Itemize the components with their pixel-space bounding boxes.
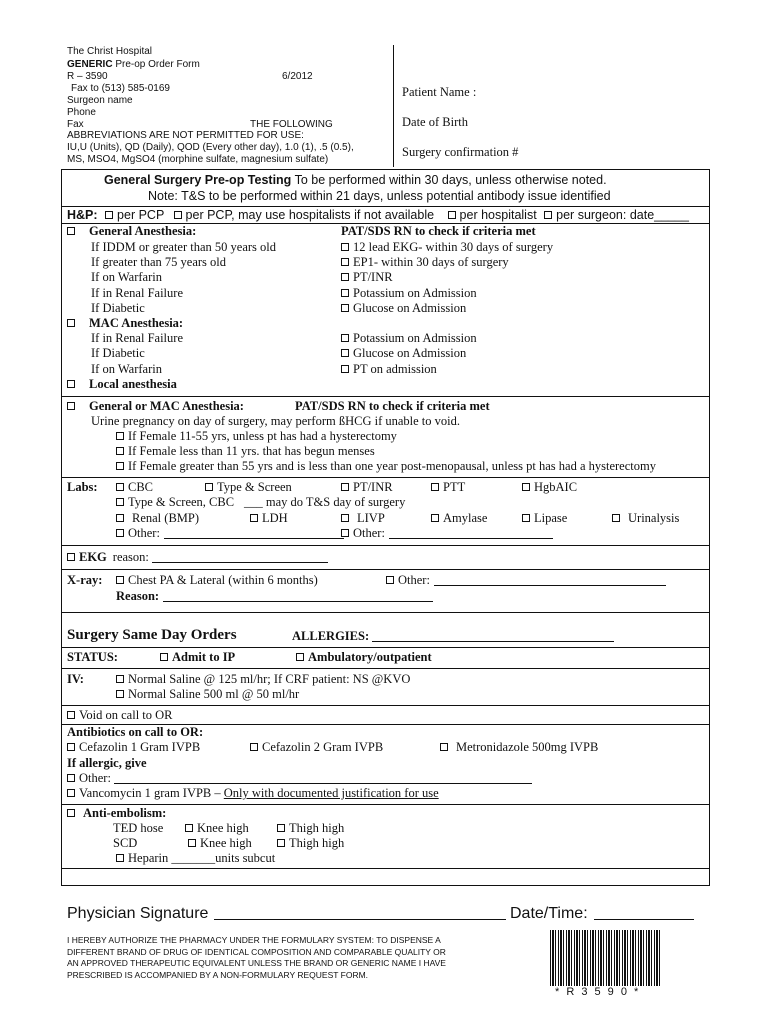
- form-title-bold: GENERIC: [67, 59, 113, 70]
- ekg-reason-label: reason:: [112, 550, 149, 564]
- divider: [61, 647, 709, 648]
- allergies-label: ALLERGIES:: [292, 629, 370, 643]
- signature-field[interactable]: [214, 905, 506, 920]
- labs-other-1-checkbox[interactable]: [116, 529, 124, 537]
- ted-thigh-checkbox[interactable]: [277, 824, 285, 832]
- divider: [61, 868, 709, 869]
- ep1-row: [341, 255, 509, 270]
- form-title-rest: Pre-op Order Form: [112, 59, 200, 70]
- hp-hospitalist-checkbox[interactable]: [448, 211, 456, 219]
- lipase-checkbox[interactable]: [522, 514, 530, 522]
- ted-label: TED hose: [113, 821, 164, 835]
- cef1-label: Cefazolin 1 Gram IVPB: [79, 740, 201, 754]
- ptinr-label: PT/INR: [353, 270, 393, 284]
- iv1-row: [116, 672, 410, 687]
- chest-xray-row: [116, 573, 318, 588]
- renal-bmp-row: [116, 511, 199, 526]
- metro-label: Metronidazole 500mg IVPB: [456, 740, 599, 754]
- auth-line-4: PRESCRIBED IS ACCOMPANIED BY A NON-FORMULARY REQUEST FORM.: [67, 969, 369, 980]
- xray-label: X-ray:: [67, 573, 103, 587]
- mac-anesthesia-checkbox[interactable]: [67, 319, 75, 327]
- female-1-checkbox[interactable]: [116, 432, 124, 440]
- cef2-label: Cefazolin 2 Gram IVPB: [262, 740, 384, 754]
- ptt-row: [431, 480, 465, 495]
- over75-text: If greater than 75 years old: [91, 255, 227, 269]
- ts-cbc-row: [116, 495, 234, 510]
- female-2-label: If Female less than 11 yrs. that has begun menses: [128, 444, 375, 458]
- lipase-label: Lipase: [534, 511, 568, 525]
- xray-reason-field[interactable]: [163, 589, 433, 602]
- same-day-title: Surgery Same Day Orders: [67, 627, 237, 643]
- ep1-checkbox[interactable]: [341, 258, 349, 266]
- hp-pcp-hospitalist-checkbox[interactable]: [174, 211, 182, 219]
- general-anesthesia-label: General Anesthesia:: [89, 224, 197, 238]
- iv2-label: Normal Saline 500 ml @ 50 ml/hr: [128, 687, 300, 701]
- antibiotics-title: Antibiotics on call to OR:: [67, 725, 204, 739]
- embolism-checkbox[interactable]: [67, 809, 75, 817]
- hp-surgeon-label: per surgeon: date_____: [556, 208, 689, 222]
- phone-label: Phone: [67, 107, 96, 118]
- antibiotic-other-label: Other:: [79, 771, 111, 785]
- scd-thigh-label: Thigh high: [289, 836, 345, 850]
- ptt-checkbox[interactable]: [431, 483, 439, 491]
- female-2-row: [116, 444, 375, 459]
- labs-other-1-field[interactable]: [164, 526, 344, 539]
- ted-knee-row: [185, 821, 249, 836]
- glucose-checkbox[interactable]: [341, 304, 349, 312]
- signature-row: [67, 905, 506, 923]
- mac-renal-text: If in Renal Failure: [91, 331, 183, 345]
- ldh-checkbox[interactable]: [250, 514, 258, 522]
- female-3-label: If Female greater than 55 yrs and is less than one year post-menopausal, unless pt has had a hysterectomy: [128, 459, 656, 473]
- admit-checkbox[interactable]: [160, 653, 168, 661]
- pregnancy-criteria: PAT/SDS RN to check if criteria met: [295, 399, 490, 413]
- chest-xray-checkbox[interactable]: [116, 576, 124, 584]
- ted-thigh-row: [277, 821, 344, 836]
- divider: [61, 668, 709, 669]
- xray-other-checkbox[interactable]: [386, 576, 394, 584]
- iv2-row: [116, 687, 299, 702]
- mac-potassium-label: Potassium on Admission: [353, 331, 477, 345]
- ep1-label: EP1- within 30 days of surgery: [353, 255, 509, 269]
- ptinr-checkbox[interactable]: [341, 273, 349, 281]
- void-row: [67, 708, 173, 723]
- urinalysis-row: [612, 511, 679, 526]
- cef1-row: [67, 740, 200, 755]
- local-anesthesia-row: [67, 377, 177, 392]
- mac-anesthesia-label: MAC Anesthesia:: [89, 316, 184, 330]
- female-2-checkbox[interactable]: [116, 447, 124, 455]
- vanco-label: Vancomycin 1 gram IVPB –: [79, 786, 224, 800]
- ptt-label: PTT: [443, 480, 466, 494]
- iv2-checkbox[interactable]: [116, 690, 124, 698]
- amylase-label: Amylase: [443, 511, 488, 525]
- xray-reason-label: Reason:: [116, 589, 160, 603]
- ted-knee-checkbox[interactable]: [185, 824, 193, 832]
- potassium-label: Potassium on Admission: [353, 286, 477, 300]
- renal-bmp-checkbox[interactable]: [116, 514, 124, 522]
- ts-cbc-checkbox[interactable]: [116, 498, 124, 506]
- auth-line-1: I HEREBY AUTHORIZE THE PHARMACY UNDER THE FORMULARY SYSTEM: TO DISPENSE A: [67, 935, 441, 945]
- divider: [61, 206, 709, 207]
- mac-pt-checkbox[interactable]: [341, 365, 349, 373]
- mac-glucose-label: Glucose on Admission: [353, 346, 467, 360]
- authorization-text: [67, 935, 446, 981]
- vanco-row: [67, 786, 439, 801]
- ted-thigh-label: Thigh high: [289, 821, 345, 835]
- livp-label: LIVP: [357, 511, 385, 525]
- labs-label: Labs:: [67, 480, 98, 494]
- glucose-row: [341, 301, 466, 316]
- abbrev-line-2: IU,U (Units), QD (Daily), QOD (Every other day), 1.0 (1), .5 (0.5),: [67, 142, 354, 153]
- mac-pt-row: [341, 362, 437, 377]
- iv1-checkbox[interactable]: [116, 675, 124, 683]
- livp-row: [341, 511, 385, 526]
- metro-checkbox[interactable]: [440, 743, 448, 751]
- amylase-row: [431, 511, 487, 526]
- allergies-row: [292, 629, 614, 644]
- void-label: Void on call to OR: [79, 708, 173, 722]
- antibiotic-other-field[interactable]: [114, 771, 532, 784]
- surgeon-name-label: Surgeon name: [67, 95, 133, 106]
- female-3-row: [116, 459, 656, 474]
- mac-potassium-row: [341, 331, 477, 346]
- cef1-checkbox[interactable]: [67, 743, 75, 751]
- cbc-row: [116, 480, 153, 495]
- divider: [61, 477, 709, 478]
- scd-label: SCD: [113, 836, 138, 850]
- hp-row: [67, 208, 689, 222]
- surgery-confirmation-label: Surgery confirmation #: [402, 145, 519, 159]
- cef2-checkbox[interactable]: [250, 743, 258, 751]
- admit-row: [160, 650, 235, 665]
- if-allergic: If allergic, give: [67, 756, 147, 770]
- ldh-label: LDH: [262, 511, 288, 525]
- embolism-label: Anti-embolism:: [83, 806, 167, 820]
- hp-pcp-checkbox[interactable]: [105, 211, 113, 219]
- xray-other-row: [386, 573, 666, 588]
- general-anesthesia-checkbox[interactable]: [67, 227, 75, 235]
- cef2-row: [250, 740, 383, 755]
- warfarin-text: If on Warfarin: [91, 270, 162, 284]
- labs-other-1-label: Other:: [128, 526, 160, 540]
- ptinr-row: [341, 270, 393, 285]
- labs-ptinr-label: PT/INR: [353, 480, 393, 494]
- barcode-text: * R 3 5 9 0 *: [555, 986, 641, 998]
- ts-checkbox[interactable]: [205, 483, 213, 491]
- hp-surgeon-checkbox[interactable]: [544, 211, 552, 219]
- status-label: STATUS:: [67, 650, 118, 664]
- embolism-row: [67, 806, 166, 821]
- pregnancy-row: [67, 399, 244, 414]
- metro-row: [440, 740, 598, 755]
- testing-title-bold: General Surgery Pre-op Testing: [104, 173, 292, 187]
- livp-checkbox[interactable]: [341, 514, 349, 522]
- antibiotic-other-row: [67, 771, 532, 786]
- divider: [61, 705, 709, 706]
- ekg-row: [67, 550, 328, 565]
- abbrev-line-3: MS, MSO4, MgSO4 (morphine sulfate, magnesium sulfate): [67, 154, 329, 165]
- female-1-row: [116, 429, 397, 444]
- labs-other-2-field[interactable]: [389, 526, 553, 539]
- divider: [61, 396, 709, 397]
- divider: [61, 804, 709, 805]
- vanco-justification: Only with documented justification for use: [223, 786, 439, 800]
- heparin-row: [116, 851, 275, 866]
- mac-glucose-row: [341, 346, 466, 361]
- ekg-checkbox[interactable]: [341, 243, 349, 251]
- scd-knee-label: Knee high: [200, 836, 252, 850]
- xray-other-field[interactable]: [434, 573, 666, 586]
- mac-anesthesia-row: [67, 316, 183, 331]
- local-anesthesia-label: Local anesthesia: [89, 377, 177, 391]
- auth-line-2: DIFFERENT BRAND OF DRUG OF IDENTICAL COMPOSITION AND COMPARABLE QUALITY OR: [67, 946, 446, 957]
- scd-knee-checkbox[interactable]: [188, 839, 196, 847]
- datetime-field[interactable]: [594, 905, 694, 920]
- ekg-order-label: EKG: [79, 550, 107, 564]
- datetime-label: Date/Time:: [510, 905, 588, 922]
- female-1-label: If Female 11-55 yrs, unless pt has had a hysterectomy: [128, 429, 397, 443]
- allergies-field[interactable]: [372, 629, 614, 642]
- dob-label: Date of Birth: [402, 115, 468, 129]
- mac-pt-label: PT on admission: [353, 362, 437, 376]
- urinalysis-label: Urinalysis: [628, 511, 680, 525]
- divider: [61, 569, 709, 570]
- header-divider: [393, 45, 394, 167]
- form-title: [67, 59, 200, 70]
- ted-knee-label: Knee high: [197, 821, 249, 835]
- antibiotic-other-checkbox[interactable]: [67, 774, 75, 782]
- local-anesthesia-checkbox[interactable]: [67, 380, 75, 388]
- ts-label: Type & Screen: [217, 480, 292, 494]
- testing-note: Note: T&S to be performed within 21 days, unless potential antibody issue identified: [148, 189, 611, 203]
- ambulatory-checkbox[interactable]: [296, 653, 304, 661]
- female-3-checkbox[interactable]: [116, 462, 124, 470]
- ekg-reason-field[interactable]: [152, 550, 328, 563]
- divider: [61, 545, 709, 546]
- heparin-label: Heparin _______units subcut: [128, 851, 276, 865]
- form-date: 6/2012: [282, 71, 313, 82]
- amylase-checkbox[interactable]: [431, 514, 439, 522]
- datetime-row: [510, 905, 694, 923]
- testing-title: [104, 173, 607, 187]
- labs-other-1-row: [116, 526, 344, 541]
- auth-line-3: AN APPROVED THERAPEUTIC EQUIVALENT UNLESS THE BRAND OR GENERIC NAME I HAVE: [67, 958, 446, 968]
- urinalysis-checkbox[interactable]: [612, 514, 620, 522]
- hgbaic-row: [522, 480, 577, 495]
- glucose-label: Glucose on Admission: [353, 301, 467, 315]
- void-checkbox[interactable]: [67, 711, 75, 719]
- form-code: R – 3590: [67, 71, 108, 82]
- scd-knee-row: [188, 836, 252, 851]
- labs-ptinr-checkbox[interactable]: [341, 483, 349, 491]
- potassium-row: [341, 286, 477, 301]
- pregnancy-label: General or MAC Anesthesia:: [89, 399, 244, 413]
- patient-name-label: Patient Name :: [402, 85, 477, 99]
- xray-reason-row: [116, 589, 433, 604]
- admit-label: Admit to IP: [172, 650, 236, 664]
- xray-other-label: Other:: [398, 573, 430, 587]
- barcode-image: [550, 930, 660, 986]
- abbrev-line-1: ABBREVIATIONS ARE NOT PERMITTED FOR USE:: [67, 130, 304, 141]
- mac-potassium-checkbox[interactable]: [341, 334, 349, 342]
- ekg-check-row: [341, 240, 553, 255]
- may-do-text: ___ may do T&S day of surgery: [244, 495, 406, 509]
- divider: [61, 612, 709, 613]
- iv1-label: Normal Saline @ 125 ml/hr; If CRF patient: NS @KVO: [128, 672, 411, 686]
- labs-other-2-row: [341, 526, 553, 541]
- iddm-text: If IDDM or greater than 50 years old: [91, 240, 277, 254]
- mac-warfarin-text: If on Warfarin: [91, 362, 162, 376]
- ts-row: [205, 480, 292, 495]
- ekg-order-checkbox[interactable]: [67, 553, 75, 561]
- renal-text: If in Renal Failure: [91, 286, 183, 300]
- testing-title-rest: To be performed within 30 days, unless otherwise noted.: [291, 173, 607, 187]
- hp-hospitalist-label: per hospitalist: [459, 208, 537, 222]
- hgbaic-checkbox[interactable]: [522, 483, 530, 491]
- cbc-label: CBC: [128, 480, 154, 494]
- hp-label: H&P:: [67, 208, 98, 222]
- hgbaic-label: HgbAIC: [534, 480, 578, 494]
- scd-thigh-checkbox[interactable]: [277, 839, 285, 847]
- renal-bmp-label: Renal (BMP): [132, 511, 200, 525]
- ekg-label: 12 lead EKG- within 30 days of surgery: [353, 240, 554, 254]
- vanco-checkbox[interactable]: [67, 789, 75, 797]
- heparin-checkbox[interactable]: [116, 854, 124, 862]
- fax-to: Fax to (513) 585-0169: [71, 83, 170, 94]
- urine-text: Urine pregnancy on day of surgery, may perform ßHCG if unable to void.: [91, 414, 461, 428]
- iv-label: IV:: [67, 672, 84, 686]
- labs-ptinr-row: [341, 480, 393, 495]
- ambulatory-row: [296, 650, 432, 665]
- ts-cbc-label: Type & Screen, CBC: [128, 495, 235, 509]
- fax-label: Fax: [67, 119, 84, 130]
- labs-other-2-label: Other:: [353, 526, 385, 540]
- ldh-row: [250, 511, 288, 526]
- labs-other-2-checkbox[interactable]: [341, 529, 349, 537]
- chest-xray-label: Chest PA & Lateral (within 6 months): [128, 573, 318, 587]
- pregnancy-checkbox[interactable]: [67, 402, 75, 410]
- potassium-checkbox[interactable]: [341, 289, 349, 297]
- scd-thigh-row: [277, 836, 344, 851]
- lipase-row: [522, 511, 567, 526]
- hp-pcp-label: per PCP: [117, 208, 165, 222]
- cbc-checkbox[interactable]: [116, 483, 124, 491]
- general-anesthesia-row: [67, 224, 196, 239]
- ambulatory-label: Ambulatory/outpatient: [308, 650, 432, 664]
- hospital-name: The Christ Hospital: [67, 46, 153, 57]
- hp-pcp-hospitalist-label: per PCP, may use hospitalists if not available: [185, 208, 435, 222]
- criteria-heading: PAT/SDS RN to check if criteria met: [341, 224, 536, 238]
- following-text: THE FOLLOWING: [250, 119, 333, 130]
- mac-diabetic-text: If Diabetic: [91, 346, 145, 360]
- diabetic-text: If Diabetic: [91, 301, 145, 315]
- signature-label: Physician Signature: [67, 905, 209, 922]
- mac-glucose-checkbox[interactable]: [341, 349, 349, 357]
